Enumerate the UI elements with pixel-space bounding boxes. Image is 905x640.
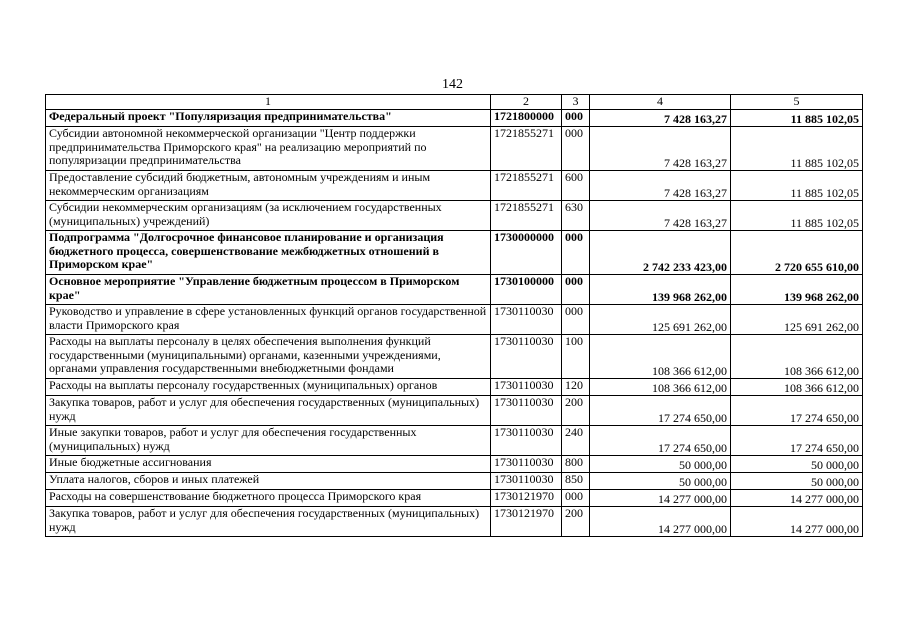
table-row xyxy=(46,231,863,275)
budget-table-body xyxy=(46,95,863,537)
row-type-cell: 800 xyxy=(562,456,590,473)
row-type-cell: 000 xyxy=(562,490,590,507)
row-code-cell: 1730110030 xyxy=(491,426,562,456)
table-row xyxy=(46,171,863,201)
row-name-cell: Расходы на совершенствование бюджетного процесса Приморского края xyxy=(46,490,491,507)
row-value-col5-cell: 11 885 102,05 xyxy=(731,127,863,171)
row-value-col5-cell: 108 366 612,00 xyxy=(731,335,863,379)
row-code-cell: 1721855271 xyxy=(491,171,562,201)
row-code-cell: 1721855271 xyxy=(491,127,562,171)
table-row xyxy=(46,490,863,507)
row-code-cell: 1730100000 xyxy=(491,275,562,305)
table-row xyxy=(46,426,863,456)
row-value-col5-cell: 139 968 262,00 xyxy=(731,275,863,305)
table-row xyxy=(46,456,863,473)
row-type-cell: 000 xyxy=(562,110,590,127)
row-value-col4-cell: 108 366 612,00 xyxy=(590,335,731,379)
row-value-col4-cell: 50 000,00 xyxy=(590,473,731,490)
row-value-col4-cell: 17 274 650,00 xyxy=(590,426,731,456)
row-code-cell: 1721800000 xyxy=(491,110,562,127)
table-row xyxy=(46,275,863,305)
column-header-row xyxy=(46,95,863,110)
table-row xyxy=(46,110,863,127)
row-name-cell: Иные бюджетные ассигнования xyxy=(46,456,491,473)
page-number: 142 xyxy=(442,77,463,92)
row-code-cell: 1730110030 xyxy=(491,396,562,426)
table-row xyxy=(46,507,863,537)
column-header: 1 xyxy=(46,95,491,110)
row-value-col5-cell: 17 274 650,00 xyxy=(731,396,863,426)
row-value-col4-cell: 50 000,00 xyxy=(590,456,731,473)
row-code-cell: 1730110030 xyxy=(491,335,562,379)
row-name-cell: Иные закупки товаров, работ и услуг для обеспечения государственных (муниципальных) нужд xyxy=(46,426,491,456)
row-type-cell: 600 xyxy=(562,171,590,201)
table-row xyxy=(46,379,863,396)
row-value-col5-cell: 11 885 102,05 xyxy=(731,171,863,201)
row-value-col4-cell: 14 277 000,00 xyxy=(590,490,731,507)
table-row xyxy=(46,335,863,379)
row-value-col5-cell: 125 691 262,00 xyxy=(731,305,863,335)
row-value-col4-cell: 7 428 163,27 xyxy=(590,110,731,127)
row-value-col5-cell: 11 885 102,05 xyxy=(731,201,863,231)
row-value-col5-cell: 11 885 102,05 xyxy=(731,110,863,127)
column-header: 5 xyxy=(731,95,863,110)
row-value-col5-cell: 14 277 000,00 xyxy=(731,490,863,507)
row-type-cell: 630 xyxy=(562,201,590,231)
column-header: 3 xyxy=(562,95,590,110)
row-code-cell: 1721855271 xyxy=(491,201,562,231)
row-name-cell: Закупка товаров, работ и услуг для обеспечения государственных (муниципальных) нужд xyxy=(46,507,491,537)
row-type-cell: 100 xyxy=(562,335,590,379)
row-type-cell: 850 xyxy=(562,473,590,490)
row-name-cell: Субсидии некоммерческим организациям (за исключением государственных (муниципальных) учреждений) xyxy=(46,201,491,231)
row-name-cell: Федеральный проект "Популяризация предпринимательства" xyxy=(46,110,491,127)
row-value-col5-cell: 14 277 000,00 xyxy=(731,507,863,537)
row-value-col4-cell: 7 428 163,27 xyxy=(590,127,731,171)
row-value-col4-cell: 7 428 163,27 xyxy=(590,201,731,231)
row-value-col4-cell: 2 742 233 423,00 xyxy=(590,231,731,275)
row-name-cell: Расходы на выплаты персоналу государственных (муниципальных) органов xyxy=(46,379,491,396)
row-value-col5-cell: 50 000,00 xyxy=(731,473,863,490)
row-value-col4-cell: 17 274 650,00 xyxy=(590,396,731,426)
row-value-col4-cell: 125 691 262,00 xyxy=(590,305,731,335)
row-name-cell: Предоставление субсидий бюджетным, автономным учреждениям и иным некоммерческим организациям xyxy=(46,171,491,201)
row-value-col5-cell: 50 000,00 xyxy=(731,456,863,473)
row-code-cell: 1730121970 xyxy=(491,507,562,537)
row-name-cell: Субсидии автономной некоммерческой организации "Центр поддержки предпринимательства Приморского края" на реализацию мероприятий по популяризации предпринимательства xyxy=(46,127,491,171)
row-name-cell: Расходы на выплаты персоналу в целях обеспечения выполнения функций государственными (муниципальными) органами, казенными учреждениями, органами управления государственными внебюджетными фондами xyxy=(46,335,491,379)
row-value-col4-cell: 14 277 000,00 xyxy=(590,507,731,537)
row-value-col4-cell: 139 968 262,00 xyxy=(590,275,731,305)
table-row xyxy=(46,473,863,490)
row-name-cell: Основное мероприятие "Управление бюджетным процессом в Приморском крае" xyxy=(46,275,491,305)
row-type-cell: 000 xyxy=(562,231,590,275)
column-header: 4 xyxy=(590,95,731,110)
row-value-col5-cell: 2 720 655 610,00 xyxy=(731,231,863,275)
row-type-cell: 200 xyxy=(562,507,590,537)
row-code-cell: 1730110030 xyxy=(491,456,562,473)
budget-table xyxy=(45,94,863,537)
row-type-cell: 000 xyxy=(562,305,590,335)
row-value-col4-cell: 7 428 163,27 xyxy=(590,171,731,201)
row-type-cell: 120 xyxy=(562,379,590,396)
column-header: 2 xyxy=(491,95,562,110)
row-code-cell: 1730000000 xyxy=(491,231,562,275)
row-type-cell: 000 xyxy=(562,275,590,305)
row-name-cell: Уплата налогов, сборов и иных платежей xyxy=(46,473,491,490)
row-value-col5-cell: 17 274 650,00 xyxy=(731,426,863,456)
row-name-cell: Подпрограмма "Долгосрочное финансовое планирование и организация бюджетного процесса, совершенствование межбюджетных отношений в Приморском крае" xyxy=(46,231,491,275)
table-row xyxy=(46,127,863,171)
row-value-col4-cell: 108 366 612,00 xyxy=(590,379,731,396)
row-type-cell: 000 xyxy=(562,127,590,171)
row-type-cell: 200 xyxy=(562,396,590,426)
row-name-cell: Руководство и управление в сфере установленных функций органов государственной власти Приморского края xyxy=(46,305,491,335)
row-code-cell: 1730110030 xyxy=(491,305,562,335)
row-value-col5-cell: 108 366 612,00 xyxy=(731,379,863,396)
row-name-cell: Закупка товаров, работ и услуг для обеспечения государственных (муниципальных) нужд xyxy=(46,396,491,426)
row-code-cell: 1730110030 xyxy=(491,473,562,490)
table-row xyxy=(46,396,863,426)
row-type-cell: 240 xyxy=(562,426,590,456)
row-code-cell: 1730121970 xyxy=(491,490,562,507)
table-row xyxy=(46,305,863,335)
row-code-cell: 1730110030 xyxy=(491,379,562,396)
table-row xyxy=(46,201,863,231)
